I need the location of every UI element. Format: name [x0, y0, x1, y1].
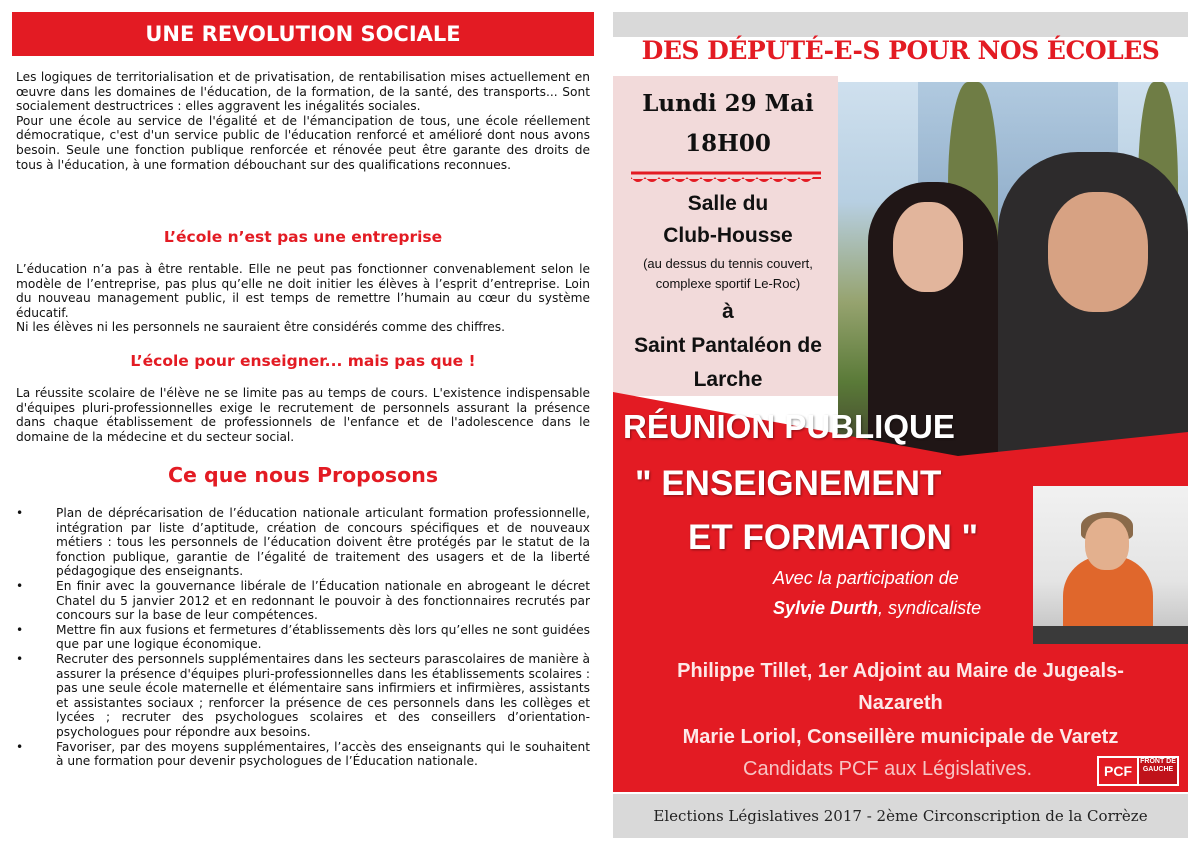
list-item: • Mettre fin aux fusions et fermetures d’établissements dès lors qu’elles ne sont guidées que par une logique économique.: [0, 623, 590, 652]
section-banner: UNE REVOLUTION SOCIALE: [12, 12, 594, 56]
participation-label: Avec la participation de: [773, 568, 959, 588]
pcf-logo-icon: PCF: [1099, 758, 1137, 784]
venue-note-2: complexe sportif Le-Roc): [655, 276, 801, 291]
candidate-1-line-1: Philippe Tillet, 1er Adjoint au Maire de Jugeals-: [677, 660, 1124, 682]
list-item: • Favoriser, par des moyens supplémentaires, l’accès des enseignants qui le souhaitent à une formation pour devenir psychologues de l’Éducation nationale.: [0, 740, 590, 769]
intro-paragraph-1: Les logiques de territorialisation et de privatisation, de rentabilisation mises actuellement en œuvre dans les domaines de l'éducation, de la formation, de la santé, des transports... Sont socialement destructrices : elles aggravent les inégalités sociales.: [16, 70, 590, 114]
venue-line-2: Club-Housse: [663, 224, 793, 247]
guest-line: [773, 598, 981, 619]
event-time: 18H00: [685, 130, 771, 157]
footer-text: Elections Législatives 2017 - 2ème Circonscription de la Corrèze: [653, 807, 1148, 825]
candidate-1-line-2: Nazareth: [858, 692, 943, 714]
venue-note-1: (au dessus du tennis couvert,: [643, 256, 813, 271]
guest-name: Sylvie Durth: [773, 598, 879, 618]
party-logo: [1097, 756, 1179, 786]
guest-photo: [1033, 486, 1188, 644]
enseigner-paragraph: La réussite scolaire de l'élève ne se limite pas au temps de cours. L'existence indispensable d'équipes pluri-professionnelles exige le recrutement de personnels assurant la présence dans chaque établissement de professionnels de l'enfance et de l'adolescence dans le domaine de la médecine et du secteur social.: [16, 386, 590, 444]
venue-line-1: Salle du: [687, 192, 769, 215]
candidates-party-line: Candidats PCF aux Législatives.: [743, 758, 1033, 780]
guest-role: , syndicaliste: [878, 598, 982, 618]
proposals-list: [0, 506, 590, 769]
intro-paragraph-2: Pour une école au service de l'égalité et de l'émancipation de tous, une école réellement démocratique, c'est d'un service public de l'éducation renforcé et amélioré dont nous avons besoin. Seule une fonction publique renforcée et rénovée peut être garante des droits de tous à l'éducation, à une formation débouchant sur des qualifications reconnues.: [16, 113, 590, 172]
heading-proposons: Ce que nous Proposons: [167, 463, 439, 487]
footer-band: [613, 794, 1188, 838]
heading-entreprise: L’école n’est pas une entreprise: [163, 228, 443, 246]
wave-divider-icon: [631, 169, 821, 189]
front-de-gauche-logo-icon: FRONT DE GAUCHE: [1139, 758, 1177, 784]
list-item: • Recruter des personnels supplémentaires dans les secteurs parascolaires de manière à assurer la présence d'équipes pluri-professionnelles dans les établissements scolaires : pas une seule école maternelle et élémentaire sans infirmiers et infirmières, assistants et assistantes sociaux ; renforcer la présence de ces personnels dans les collèges et lycées ; recruter des psychologues scolaires et des conseillers d’orientation-psychologues pour répondre aux besoins.: [0, 652, 590, 740]
city-line-1: Saint Pantaléon de: [634, 334, 822, 357]
city-line-2: Larche: [693, 368, 763, 391]
meeting-headline: RÉUNION PUBLIQUE: [623, 408, 955, 445]
entreprise-paragraph-2: Ni les élèves ni les personnels ne sauraient être considérés comme des chiffres.: [16, 320, 505, 335]
theme-line-1: " ENSEIGNEMENT: [635, 464, 942, 503]
right-poster: [613, 12, 1188, 838]
top-grey-band: [613, 12, 1188, 37]
list-item: • Plan de déprécarisation de l’éducation nationale articulant formation professionnelle, intégration par liste d’aptitude, création de concours spécifiques et de nouveaux métiers : tous les personnels de l’éducation doivent être protégés par le statut de la fonction publique, garantie de l’égalité de traitement des usagers et de la liberté pédagogique des enseignants.: [0, 506, 590, 579]
heading-enseigner: L’école pour enseigner... mais pas que !: [130, 352, 476, 370]
venue-preposition: à: [722, 300, 734, 323]
poster-title: DES DÉPUTÉ-E-S POUR NOS ÉCOLES: [641, 36, 1160, 65]
entreprise-text: [16, 262, 590, 335]
event-date: Lundi 29 Mai: [642, 90, 814, 117]
enseigner-text: [16, 386, 590, 444]
candidate-2: Marie Loriol, Conseillère municipale de Varetz: [682, 726, 1119, 748]
list-item: • En finir avec la gouvernance libérale de l’Éducation nationale en abrogeant le décret Chatel du 5 janvier 2012 et en redonnant le pouvoir à des fonctionnaires recrutés par concours sur la base de leur compétences.: [0, 579, 590, 623]
theme-line-2: ET FORMATION ": [688, 518, 979, 557]
intro-text: [16, 70, 590, 172]
entreprise-paragraph-1: L’éducation n’a pas à être rentable. Elle ne peut pas fonctionner convenablement selon le modèle de l’entreprise, pas plus qu’elle ne doit initier les élèves à l’esprit d’entreprise. Loin du nouveau management public, il est temps de remettre l’humain au cœur du système éducatif.: [16, 262, 590, 320]
